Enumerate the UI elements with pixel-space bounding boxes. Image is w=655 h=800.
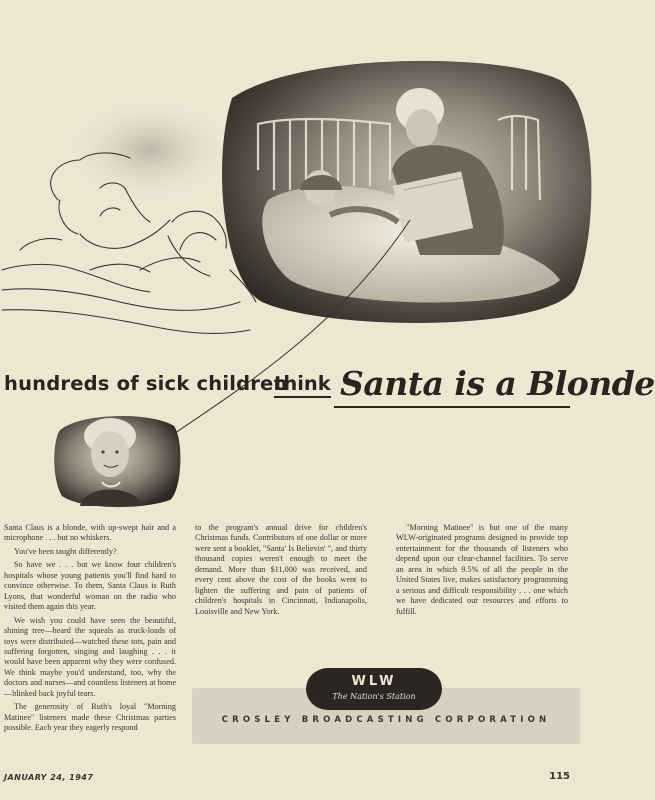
- headline-text: hundreds of sick children: [4, 372, 288, 395]
- body-column-1: [4, 523, 176, 737]
- paragraph: "Morning Matinee" is but one of the many WLW-originated programs designed to provide top entertainment for the thousands of listeners who depend upon our clear-channel facilities. To serve an area in which 9.5% of all the people in the United States live, makes satisfactory programming a serious and difficult responsibility . . . one which we have dedicated our resources and efforts to fulfill.: [396, 523, 568, 616]
- station-callsign: WLW: [351, 674, 397, 689]
- body-column-3: [396, 523, 568, 620]
- paragraph: We wish you could have seen the beautiful, shining tree—heard the squeals as truck-loads of toys were distributed—watched these tots, pain and suffering forgotten, singing and laughing . . . it would have been apparent why they were confused. We think maybe you'd understand, too, why the doctors and nurses—and countless listeners at home—blinked back joyful tears.: [4, 615, 176, 698]
- headline-script: Santa is a Blonde: [340, 364, 655, 403]
- sick-child-illustration: [0, 40, 600, 380]
- paragraph: to the program's annual drive for children's Christmas funds. Contributors of one dollar or more were sent a booklet, "Santa' Is Believin' ", and thirty thousand copies weren't enough to meet the demand. More than $11,000 was received, and every cent above the cost of the books went to lighten the suffering and pain of patients of children's hospitals in Cincinnati, Indianapolis, Louisville and New York.: [195, 523, 367, 616]
- ruth-lyons-portrait: [52, 410, 182, 506]
- page-number: 115: [549, 771, 570, 782]
- paragraph: So have we . . . but we know four children's hospitals whose young patients you'll find hard to convince otherwise. To them, Santa Claus is Ruth Lyons, that wonderful woman on the radio who visited them again this year.: [4, 560, 176, 612]
- paragraph: Santa Claus is a blonde, with up-swept hair and a microphone . . . but no whiskers.: [4, 523, 176, 543]
- headline-flourish: [334, 406, 570, 408]
- company-name: CROSLEY BROADCASTING CORPORATION: [221, 715, 551, 725]
- paragraph: The generosity of Ruth's loyal "Morning Matinee" listeners made these Christmas parties possible. Each year they eagerly respond: [4, 702, 176, 733]
- headline-think: think: [274, 372, 331, 398]
- paragraph: You've been taught differently?: [14, 546, 117, 556]
- body-column-2: [195, 523, 367, 620]
- station-slogan: The Nation's Station: [332, 692, 416, 701]
- wlw-logo-badge: [306, 668, 442, 710]
- issue-date: JANUARY 24, 1947: [4, 773, 94, 782]
